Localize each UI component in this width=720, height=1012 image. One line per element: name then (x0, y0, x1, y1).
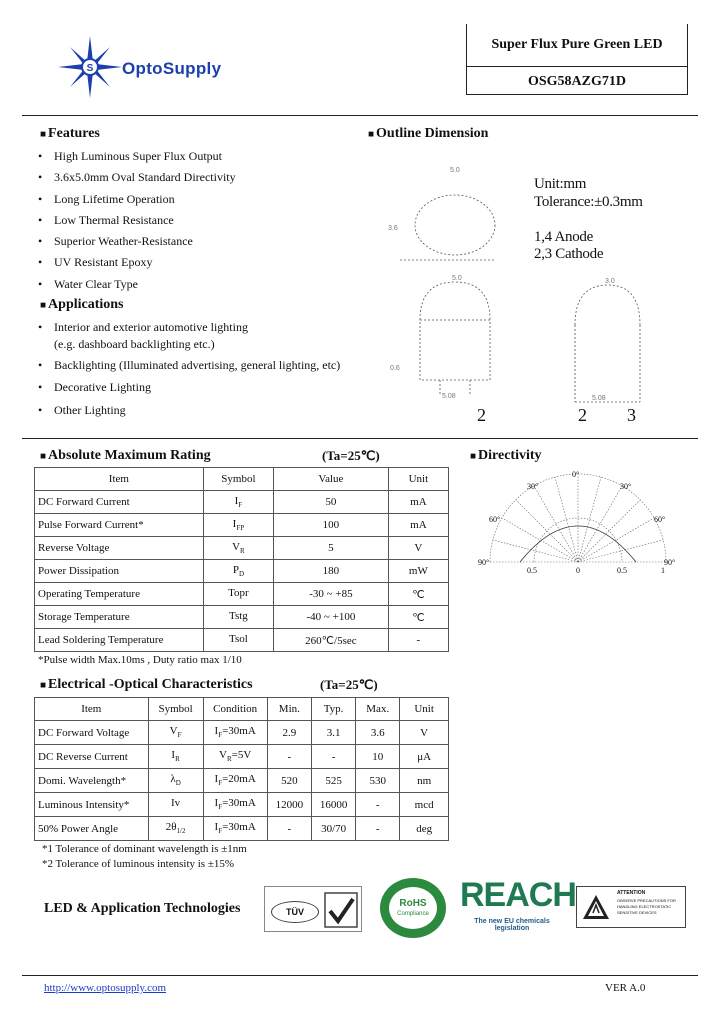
table-row (35, 745, 449, 769)
svg-text:5.08: 5.08 (442, 393, 456, 400)
cell-unit: ℃ (388, 606, 448, 629)
brand-name: OptoSupply (122, 59, 222, 78)
cell-item: Lead Soldering Temperature (35, 629, 204, 652)
cell-unit: mA (388, 514, 448, 537)
esd-attention-badge (576, 886, 686, 928)
cell-min: 520 (267, 769, 311, 793)
table-row (35, 560, 449, 583)
scale-label: 0.5 (527, 566, 537, 575)
cell-symbol: $I_{FP}$ (203, 514, 273, 537)
table-row (35, 769, 449, 793)
angle-label: 60° (654, 515, 666, 524)
abs-max-condition: (Ta=25℃) (322, 448, 380, 463)
outline-heading: ■ Outline Dimension (368, 126, 489, 141)
electro-condition: (Ta=25℃) (320, 677, 378, 692)
tuv-badge (264, 886, 362, 932)
cell-value: 50 (274, 491, 389, 514)
product-title: Super Flux Pure Green LED (491, 37, 663, 52)
cell-unit: V (388, 537, 448, 560)
table-row (35, 583, 449, 606)
electro-note-1: *1 Tolerance of dominant wavelength is ±1nm (42, 843, 247, 855)
electro-heading: ■ Electrical -Optical Characteristics (40, 677, 253, 692)
col-header: Unit (400, 698, 449, 721)
directivity-diagram (480, 470, 680, 580)
cell-unit: V (400, 721, 449, 745)
col-header: Item (35, 698, 149, 721)
col-header: Value (274, 468, 389, 491)
part-number: OSG58AZG71D (527, 74, 626, 89)
electro-note-2: *2 Tolerance of luminous intensity is ±15% (42, 858, 235, 870)
cell-value: -30 ~ +85 (274, 583, 389, 606)
angle-label: 60° (489, 515, 501, 524)
cell-value: 5 (274, 537, 389, 560)
attention-text: OBSERVE PRECAUTIONS FOR HANDLING ELECTROSTATIC SENSITIVE DEVICES (617, 898, 676, 915)
cell-symbol: $\lambda_D$ (148, 769, 203, 793)
cell-min: 2.9 (267, 721, 311, 745)
table-header-row (35, 698, 449, 721)
svg-text:5.0: 5.0 (450, 167, 460, 174)
cell-symbol: Topr (203, 583, 273, 606)
cell-unit: nm (400, 769, 449, 793)
table-row (35, 817, 449, 841)
application-item: • Interior and exterior automotive lighting (38, 320, 248, 334)
svg-text:3.0: 3.0 (605, 278, 615, 285)
directivity-heading: ■ Directivity (470, 448, 542, 463)
mid-rule (22, 438, 698, 439)
star-logo-icon (58, 36, 122, 98)
scale-label: 1 (661, 566, 665, 575)
cell-item: Reverse Voltage (35, 537, 204, 560)
cell-unit: mW (388, 560, 448, 583)
feature-item: • UV Resistant Epoxy (38, 255, 153, 269)
cell-unit: mcd (400, 793, 449, 817)
tuv-logo: TÜV (271, 901, 319, 923)
cell-typ: 16000 (311, 793, 355, 817)
cell-condition: $I_F=30mA$ (203, 817, 267, 841)
svg-text:0.6: 0.6 (390, 365, 400, 372)
top-rule (22, 115, 698, 116)
table-header-row (35, 468, 449, 491)
rohs-sublabel: Compliance (397, 911, 429, 917)
cell-max: 530 (356, 769, 400, 793)
cell-max: - (356, 817, 400, 841)
feature-item: • Superior Weather-Resistance (38, 234, 193, 248)
cell-item: Storage Temperature (35, 606, 204, 629)
pin-label-left: 2 (477, 405, 486, 425)
cell-symbol: $V_R$ (203, 537, 273, 560)
cell-min: - (267, 745, 311, 769)
cell-max: - (356, 793, 400, 817)
cell-item: Operating Temperature (35, 583, 204, 606)
svg-text:3.6: 3.6 (388, 225, 398, 232)
company-tagline: LED & Application Technologies (44, 901, 241, 916)
svg-text:5.08: 5.08 (592, 395, 606, 402)
applications-heading: ■ Applications (40, 297, 124, 312)
attention-title: ATTENTION (617, 890, 646, 896)
abs-max-note: *Pulse width Max.10ms , Duty ratio max 1/10 (38, 654, 242, 666)
cell-value: 260℃/5sec (274, 629, 389, 652)
feature-item: • High Luminous Super Flux Output (38, 149, 223, 163)
reach-sublabel: The new EU chemicals legislation (474, 918, 550, 932)
cell-value: 100 (274, 514, 389, 537)
col-header: Unit (388, 468, 448, 491)
electro-table (34, 697, 449, 841)
rohs-badge (377, 878, 449, 938)
rohs-label: RoHS (399, 898, 427, 909)
angle-label: 90° (478, 558, 490, 567)
angle-label: 90° (664, 558, 676, 567)
cell-condition: $I_F=20mA$ (203, 769, 267, 793)
bottom-rule (22, 975, 698, 976)
abs-max-heading: ■ Absolute Maximum Rating (40, 448, 211, 463)
cell-min: 12000 (267, 793, 311, 817)
pin-anode: 1,4 Anode (534, 229, 593, 245)
table-row (35, 629, 449, 652)
brand-logo (58, 36, 278, 98)
cell-value: 180 (274, 560, 389, 583)
col-header: Condition (203, 698, 267, 721)
col-header: Min. (267, 698, 311, 721)
cell-item: Power Dissipation (35, 560, 204, 583)
cell-typ: 525 (311, 769, 355, 793)
cell-value: -40 ~ +100 (274, 606, 389, 629)
cell-symbol: $V_F$ (148, 721, 203, 745)
cell-unit: μA (400, 745, 449, 769)
esd-warning-icon (581, 893, 611, 921)
feature-item: • Low Thermal Resistance (38, 213, 174, 227)
cell-condition: $V_R=5V$ (203, 745, 267, 769)
reach-badge (460, 876, 576, 932)
cell-typ: 30/70 (311, 817, 355, 841)
cell-item: 50% Power Angle (35, 817, 149, 841)
cell-symbol: Iv (148, 793, 203, 817)
website-link[interactable]: http://www.optosupply.com (44, 982, 167, 994)
angle-label: 30° (620, 482, 632, 491)
version-label: VER A.0 (605, 982, 646, 994)
scale-label: 0 (576, 566, 580, 575)
cell-symbol: $I_F$ (203, 491, 273, 514)
outline-unit: Unit:mm (534, 176, 587, 192)
svg-text:5.0: 5.0 (452, 275, 462, 282)
table-row (35, 606, 449, 629)
application-item: (e.g. dashboard backlighting etc.) (54, 337, 215, 351)
outline-drawing (380, 150, 680, 430)
cell-symbol: Tsol (203, 629, 273, 652)
cell-condition: $I_F=30mA$ (203, 721, 267, 745)
cell-condition: $I_F=30mA$ (203, 793, 267, 817)
features-heading: ■ Features (40, 126, 100, 141)
col-header: Symbol (203, 468, 273, 491)
check-mark-icon (323, 891, 359, 929)
header-box (466, 24, 688, 95)
table-row (35, 491, 449, 514)
cell-unit: deg (400, 817, 449, 841)
pin-cathode: 2,3 Cathode (534, 246, 604, 262)
outline-tolerance: Tolerance:±0.3mm (534, 194, 643, 210)
cell-symbol: Tstg (203, 606, 273, 629)
feature-item: • Long Lifetime Operation (38, 192, 175, 206)
cell-item: Luminous Intensity* (35, 793, 149, 817)
table-row (35, 721, 449, 745)
abs-max-table (34, 467, 449, 652)
scale-label: 0.5 (617, 566, 627, 575)
cell-min: - (267, 817, 311, 841)
cell-unit: ℃ (388, 583, 448, 606)
cell-item: DC Forward Current (35, 491, 204, 514)
cell-symbol: $I_R$ (148, 745, 203, 769)
col-header: Item (35, 468, 204, 491)
cell-max: 3.6 (356, 721, 400, 745)
table-row (35, 514, 449, 537)
cell-symbol: $2\theta_{1/2}$ (148, 817, 203, 841)
cell-unit: - (388, 629, 448, 652)
feature-item: • Water Clear Type (38, 277, 138, 291)
cell-symbol: $P_D$ (203, 560, 273, 583)
application-item: • Backlighting (Illuminated advertising, general lighting, etc) (38, 358, 341, 372)
svg-text:S: S (86, 63, 94, 74)
angle-label: 30° (527, 482, 539, 491)
pin-label-right: 3 (627, 405, 636, 425)
cell-item: DC Forward Voltage (35, 721, 149, 745)
application-item: • Decorative Lighting (38, 380, 151, 394)
cell-item: Pulse Forward Current* (35, 514, 204, 537)
cell-max: 10 (356, 745, 400, 769)
cell-unit: mA (388, 491, 448, 514)
angle-label: 0° (572, 470, 580, 479)
table-row (35, 537, 449, 560)
cell-item: Domi. Wavelength* (35, 769, 149, 793)
application-item: • Other Lighting (38, 403, 126, 417)
cell-typ: 3.1 (311, 721, 355, 745)
col-header: Symbol (148, 698, 203, 721)
col-header: Typ. (311, 698, 355, 721)
reach-logo: REACH (460, 876, 576, 914)
feature-item: • 3.6x5.0mm Oval Standard Directivity (38, 170, 236, 184)
cell-typ: - (311, 745, 355, 769)
table-row (35, 793, 449, 817)
cell-item: DC Reverse Current (35, 745, 149, 769)
col-header: Max. (356, 698, 400, 721)
pin-label-mid: 2 (578, 405, 587, 425)
